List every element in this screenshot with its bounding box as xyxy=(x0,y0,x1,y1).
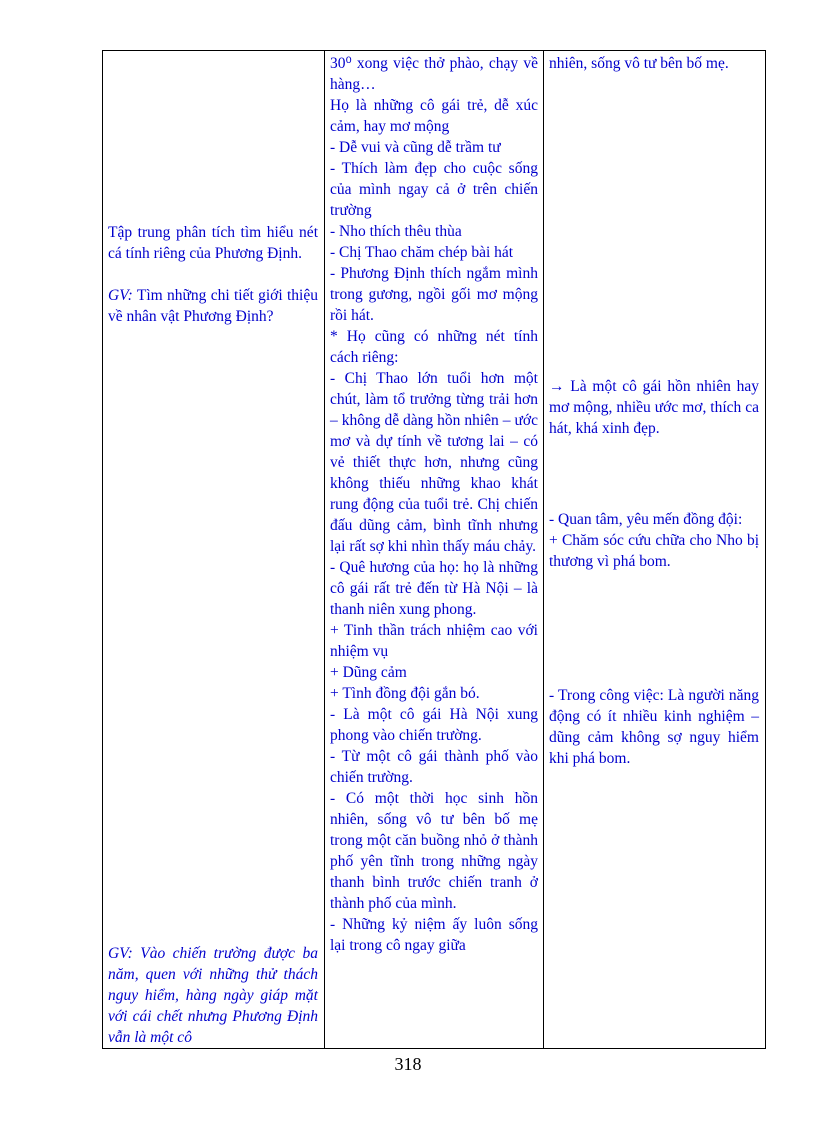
teacher-activity-block xyxy=(108,222,318,327)
conclusion-text: → Là một cô gái hồn nhiên hay mơ mộng, nhiều ước mơ, thích ca hát, khá xinh đẹp. xyxy=(549,378,759,437)
page-number: 318 xyxy=(394,1054,422,1074)
content-line: - Dễ vui và cũng dễ trầm tư xyxy=(330,139,501,156)
content-line: Họ là những cô gái trẻ, dễ xúc cảm, hay mơ mộng xyxy=(330,97,538,135)
gv-question-text: Tìm những chi tiết giới thiệu về nhân vật Phương Định? xyxy=(108,287,318,325)
content-line: - Chị Thao chăm chép bài hát xyxy=(330,244,514,261)
gv-question xyxy=(108,285,318,327)
content-line: - Thích làm đẹp cho cuộc sống của mình ngay cả ở trên chiến trường xyxy=(330,160,538,219)
content-line: - Chị Thao lớn tuổi hơn một chút, làm tổ trưởng từng trải hơn – không dễ dàng hồn nhiên – ước mơ và dự tính về tương lai – có vẻ thiết thực hơn, nhưng cũng không thiếu những khao khát rung động của tuổi trẻ. Chị chiến đấu dũng cảm, bình tĩnh nhưng lại rất sợ khi nhìn thấy máu chảy. xyxy=(330,370,538,555)
comrades-text: - Quan tâm, yêu mến đồng đội: xyxy=(549,511,743,528)
content-line: - Là một cô gái Hà Nội xung phong vào chiến trường. xyxy=(330,706,538,744)
gv-note xyxy=(108,943,318,1048)
content-line: - Có một thời học sinh hồn nhiên, sống vô tư bên bố mẹ trong một căn buồng nhỏ ở thành phố yên tĩnh trong những ngày thanh bình trước chiến tranh ở thành phố của mình. xyxy=(330,790,538,912)
content-line: + Tình đồng đội gắn bó. xyxy=(330,685,480,702)
content-line: 30⁰ xong việc thở phào, chạy về hàng… xyxy=(330,55,538,93)
teacher-activity-cell xyxy=(103,51,325,1049)
content-line: + Tinh thần trách nhiệm cao với nhiệm vụ xyxy=(330,622,538,660)
result-text: nhiên, sống vô tư bên bố mẹ. xyxy=(548,55,729,72)
content-line: - Phương Định thích ngắm mình trong gương, ngồi gối mơ mộng rồi hát. xyxy=(330,265,538,324)
content-line: - Nho thích thêu thùa xyxy=(330,223,462,240)
comrades-detail: + Chăm sóc cứu chữa cho Nho bị thương vì phá bom. xyxy=(549,532,759,570)
work-text: - Trong công việc: Là người năng động có ít nhiều kinh nghiệm – dũng cảm không sợ nguy hiểm khi phá bom. xyxy=(549,687,759,767)
topic-text: Tập trung phân tích tìm hiểu nét cá tính riêng của Phương Định. xyxy=(108,224,318,262)
content-line: * Họ cũng có những nét tính cách riêng: xyxy=(330,328,538,366)
content-line: - Những kỷ niệm ấy luôn sống lại trong cô ngay giữa xyxy=(330,916,538,954)
gv-label: GV: xyxy=(108,287,133,304)
content-line: - Từ một cô gái thành phố vào chiến trường. xyxy=(330,748,538,786)
content-line: + Dũng cảm xyxy=(330,664,407,681)
gv-note-text: GV: Vào chiến trường được ba năm, quen với những thử thách nguy hiểm, hàng ngày giáp mặt với cái chết nhưng Phương Định vẫn là một cô xyxy=(108,945,318,1046)
result-block-comrades xyxy=(549,509,759,572)
content-cell xyxy=(325,51,544,1049)
content-line: - Quê hương của họ: họ là những cô gái rất trẻ đến từ Hà Nội – là thanh niên xung phong. xyxy=(330,559,538,618)
teacher-note-block xyxy=(108,943,318,1048)
result-block-work xyxy=(549,685,759,769)
result-block-conclusion xyxy=(549,376,759,439)
